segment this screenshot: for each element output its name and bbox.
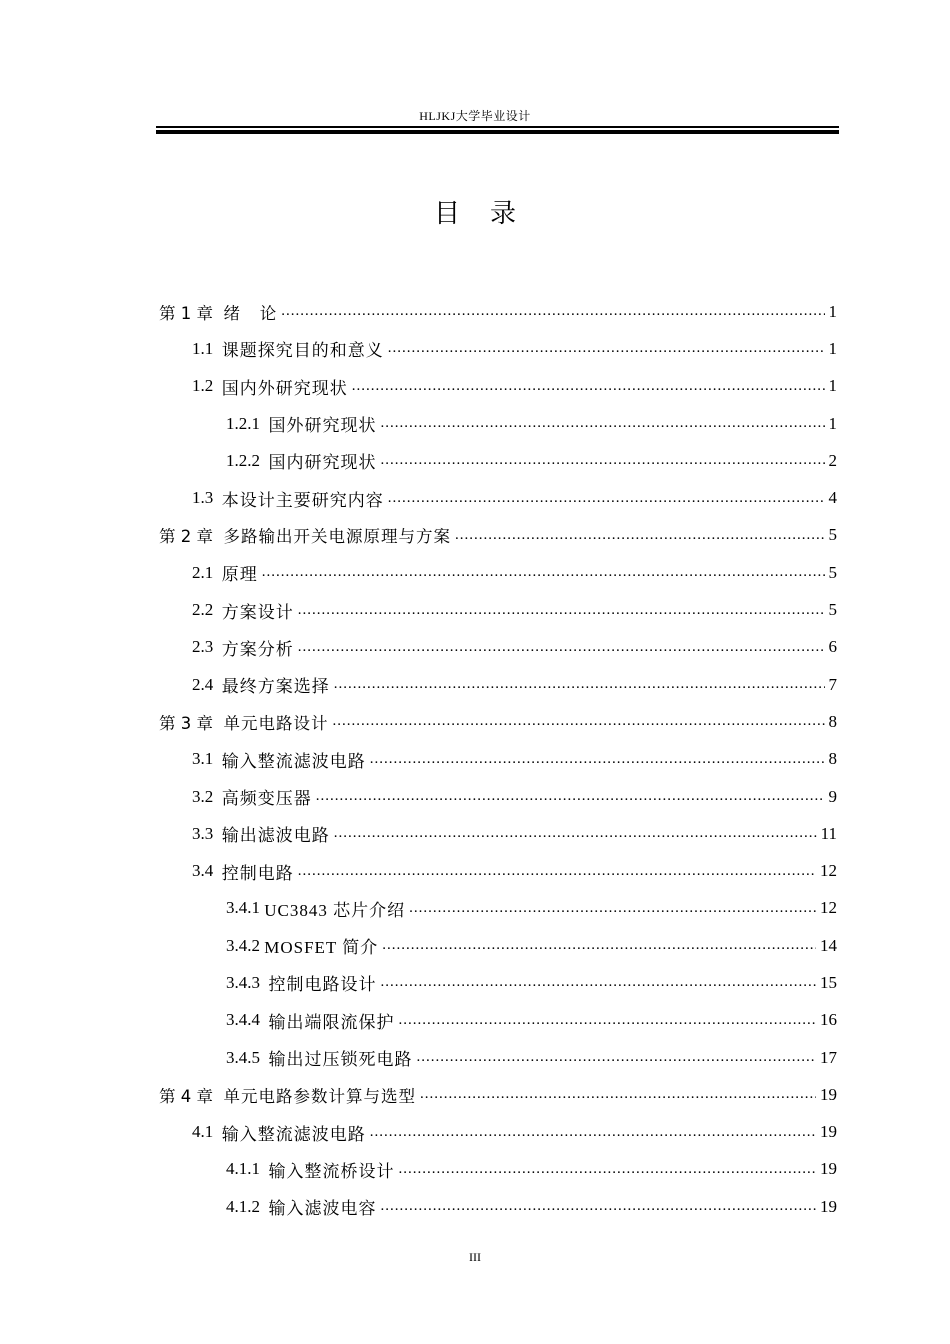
toc-chapter-entry[interactable]: [159, 1076, 837, 1113]
toc-entry-page: 15: [820, 972, 837, 992]
toc-entry-page: 19: [820, 1196, 837, 1216]
toc-entry-label: 输出滤波电路: [221, 826, 330, 846]
toc-entry[interactable]: [159, 591, 837, 628]
toc-entry-label: 国内外研究现状: [221, 378, 348, 398]
toc-entry-label: 课题探究目的和意义: [221, 341, 384, 361]
toc-entry-label: 方案设计: [221, 602, 294, 622]
toc-entry-label: 方案分析: [221, 639, 294, 659]
toc-entry[interactable]: [159, 666, 837, 703]
toc-entry-number: 2.4: [192, 674, 222, 694]
toc-entry-number: 第 1 章: [159, 303, 224, 323]
toc-entry-label: 单元电路参数计算与选型: [223, 1086, 416, 1106]
toc-entry-number: 3.4.3: [226, 972, 269, 992]
toc-leader-dots: [382, 937, 816, 954]
toc-entry-number: 3.4.4: [226, 1010, 269, 1030]
toc-entry[interactable]: [159, 1151, 837, 1188]
toc-entry-page: 16: [820, 1010, 837, 1030]
toc-entry-label: 输入整流滤波电路: [221, 751, 366, 771]
toc-entry-number: 1.2: [192, 376, 222, 396]
toc-entry-label: 国内研究现状: [268, 453, 377, 473]
toc-entry-page: 1: [828, 413, 837, 433]
toc-entry-page: 5: [828, 600, 837, 620]
toc-entry-number: 3.4.1: [226, 898, 265, 918]
toc-chapter-entry[interactable]: [159, 703, 837, 740]
toc-entry[interactable]: [159, 629, 837, 666]
toc-entry-number: 第 3 章: [159, 713, 224, 733]
toc-entry-page: 5: [828, 525, 837, 545]
toc-entry-page: 6: [828, 637, 837, 657]
toc-entry-number: 3.3: [192, 823, 222, 843]
toc-entry-number: 2.1: [192, 562, 222, 582]
toc-entry-number: 第 2 章: [159, 527, 224, 547]
toc-entry[interactable]: [159, 330, 837, 367]
toc-entry-number: 1.1: [192, 338, 222, 358]
toc-entry-page: 1: [828, 338, 837, 358]
toc-entry[interactable]: [159, 405, 837, 442]
toc-entry-page: 19: [820, 1122, 837, 1142]
toc-entry-label: 高频变压器: [221, 789, 312, 808]
toc-entry-page: 5: [828, 562, 837, 582]
toc-entry-label: 最终方案选择: [221, 677, 330, 697]
toc-chapter-entry[interactable]: [159, 517, 837, 554]
toc-entry-label: UC3843 芯片介绍: [264, 900, 406, 920]
toc-entry-number: 1.2.1: [226, 413, 269, 433]
toc-entry-label: 控制电路: [221, 863, 294, 883]
toc-entry-number: 第 4 章: [159, 1086, 224, 1106]
toc-entry-page: 2: [828, 450, 837, 470]
running-header: HLJKJ大学毕业设计: [419, 109, 531, 123]
toc-entry-number: 3.4: [192, 861, 222, 881]
toc-entry-page: 17: [820, 1047, 837, 1067]
toc-leader-dots: [370, 1124, 816, 1141]
toc-entry-page: 19: [820, 1084, 837, 1104]
toc-entry[interactable]: [159, 1188, 837, 1225]
toc-entry-number: 1.2.2: [226, 450, 269, 470]
toc-entry-label: 多路输出开关电源原理与方案: [223, 527, 451, 547]
toc-leader-dots: [334, 825, 817, 842]
toc-leader-dots: [381, 415, 825, 432]
toc-entry-label: 绪 论: [223, 303, 278, 323]
toc-leader-dots: [381, 974, 817, 991]
toc-entry-number: 2.3: [192, 637, 222, 657]
toc-leader-dots: [298, 639, 825, 656]
header-rule-thin: [156, 126, 839, 128]
toc-leader-dots: [370, 751, 825, 768]
toc-leader-dots: [262, 564, 825, 581]
toc-entry-label: 输入整流滤波电路: [221, 1124, 366, 1144]
toc-entry-page: 8: [828, 711, 837, 731]
toc-leader-dots: [281, 303, 824, 320]
toc-entry[interactable]: [159, 1114, 837, 1151]
toc-leader-dots: [417, 1049, 817, 1066]
toc-leader-dots: [455, 527, 825, 544]
toc-entry-page: 14: [820, 935, 837, 955]
toc-entry[interactable]: [159, 1002, 837, 1039]
toc-entry-label: 原理: [221, 565, 258, 585]
toc-entry-label: MOSFET 简介: [264, 938, 379, 958]
toc-entry-label: 国外研究现状: [268, 416, 377, 436]
toc-entry[interactable]: [159, 368, 837, 405]
toc-entry-number: 4.1.1: [226, 1159, 269, 1179]
header-rule-thick: [156, 130, 839, 134]
toc-entry-number: 4.1: [192, 1122, 222, 1142]
toc-entry[interactable]: [159, 741, 837, 778]
toc-entry[interactable]: [159, 927, 837, 964]
toc-entry-number: 3.4.2: [226, 935, 265, 955]
toc-leader-dots: [388, 490, 825, 507]
toc-leader-dots: [298, 602, 825, 619]
toc-entry[interactable]: [159, 852, 837, 889]
toc-entry-page: 7: [828, 674, 837, 694]
toc-leader-dots: [420, 1086, 816, 1103]
toc-entry-number: 4.1.2: [226, 1196, 269, 1216]
toc-leader-dots: [381, 1198, 817, 1215]
toc-entry[interactable]: [159, 890, 837, 927]
toc-chapter-entry[interactable]: [159, 293, 837, 330]
toc-entry[interactable]: [159, 1039, 837, 1076]
toc-entry[interactable]: [159, 964, 837, 1001]
toc-leader-dots: [388, 340, 825, 357]
toc-entry-label: 输出端限流保护: [268, 1012, 395, 1032]
toc-entry-page: 8: [828, 749, 837, 769]
toc-leader-dots: [334, 676, 825, 693]
toc-entry-page: 4: [828, 488, 837, 508]
toc-entry-label: 本设计主要研究内容: [221, 490, 384, 510]
toc-entry-label: 输出过压锁死电路: [268, 1050, 413, 1070]
toc-leader-dots: [332, 713, 824, 730]
toc-entry-page: 19: [820, 1159, 837, 1179]
toc-entry-label: 控制电路设计: [268, 975, 377, 995]
toc-entry[interactable]: [159, 554, 837, 591]
toc-entry[interactable]: [159, 479, 837, 516]
toc-entry-label: 输入滤波电容: [268, 1199, 377, 1219]
toc-entry[interactable]: [159, 778, 837, 815]
toc-entry-page: 1: [828, 376, 837, 396]
toc-entry-number: 3.1: [192, 749, 222, 769]
toc-entry-number: 3.2: [192, 786, 222, 806]
toc-leader-dots: [381, 452, 825, 469]
page-number: III: [469, 1250, 481, 1264]
toc-entry-page: 9: [828, 786, 837, 806]
toc-entry-page: 1: [828, 301, 837, 321]
toc-entry-label: 单元电路设计: [223, 713, 329, 733]
toc-entry-page: 12: [820, 898, 837, 918]
toc-leader-dots: [409, 900, 816, 917]
toc-entry-label: 输入整流桥设计: [268, 1161, 395, 1181]
toc-entry[interactable]: [159, 815, 837, 852]
table-of-contents: [159, 293, 837, 1225]
toc-entry-page: 12: [820, 861, 837, 881]
toc-leader-dots: [399, 1161, 817, 1178]
toc-leader-dots: [399, 1012, 817, 1029]
toc-leader-dots: [316, 788, 825, 805]
toc-leader-dots: [352, 378, 825, 395]
page-title: 目录: [433, 199, 546, 229]
toc-entry-number: 2.2: [192, 600, 222, 620]
toc-entry-number: 1.3: [192, 488, 222, 508]
toc-entry[interactable]: [159, 442, 837, 479]
toc-leader-dots: [298, 863, 816, 880]
toc-entry-number: 3.4.5: [226, 1047, 269, 1067]
toc-entry-page: 11: [820, 823, 837, 843]
